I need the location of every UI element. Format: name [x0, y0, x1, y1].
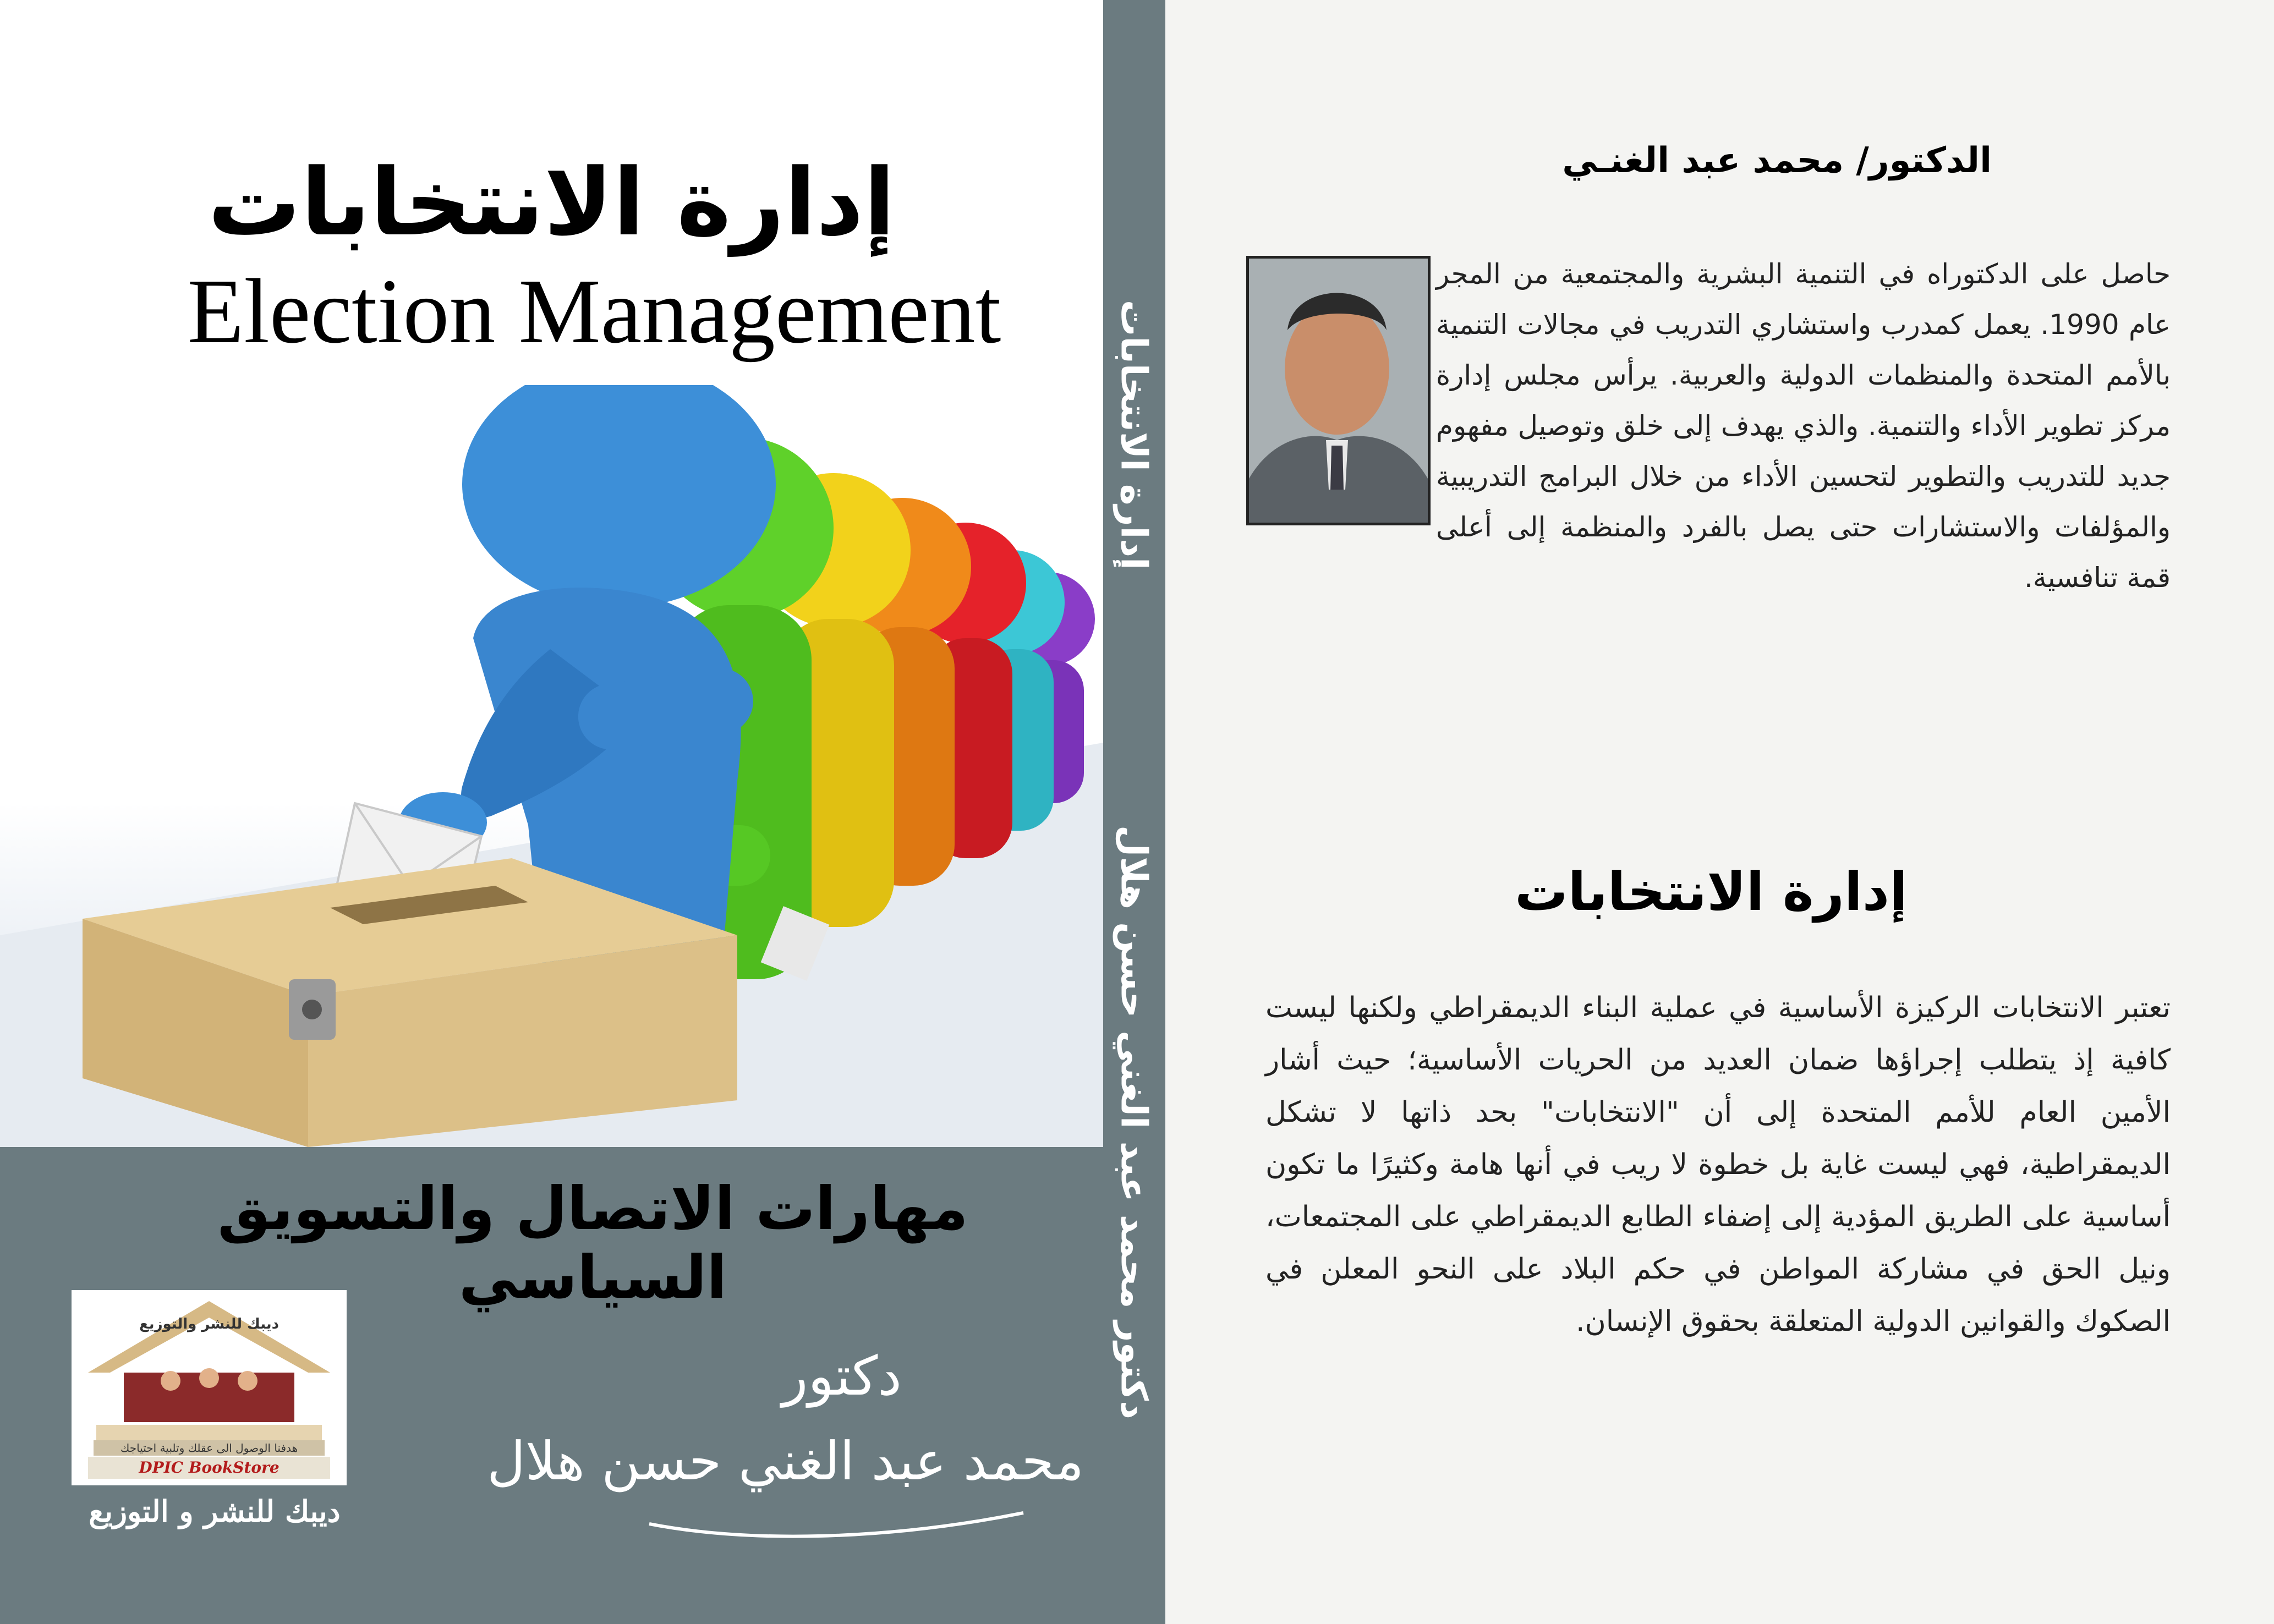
front-title-arabic: إدارة الانتخابات	[207, 149, 896, 256]
spine-author: دكتور محمد عبد الغني حسن هلال	[1113, 825, 1155, 1420]
front-cover-artwork-area	[0, 0, 1103, 1147]
author-biography: حاصل على الدكتوراه في التنمية البشرية والمجتمعية من المجر عام 1990. يعمل كمدرب واستشاري التدريب في مجالات التنمية بالأمم المتحدة والمنظمات الدولية والعربية. يرأس مجلس إدارة مركز تطوير الأداء والتنمية. والذي يهدف إلى خلق وتوصيل مفهوم جديد للتدريب والتطوير لتحسين الأداء من خلال البرامج التدريبية والمؤلفات والاستشارات حتى يصل بالفرد والمنظمة إلى أعلى قمة تنافسية.	[1436, 258, 2171, 594]
publisher-logo-header-text: ديبك للنشر والتوزيع	[139, 1316, 279, 1332]
author-title-front: دكتور	[782, 1345, 902, 1408]
author-name-front: محمد عبد الغني حسن هلال	[487, 1430, 1084, 1492]
publisher-logo-slogan: هدفنا الوصول الى عقلك وتلبية احتياجك	[120, 1441, 298, 1455]
back-author-heading: الدكتور/ محمد عبد الغنـي	[1562, 140, 1992, 181]
publisher-logo-brand: DPIC BookStore	[139, 1458, 280, 1477]
publisher-logo	[72, 1290, 347, 1485]
publisher-name: ديبك للنشر و التوزيع	[89, 1494, 341, 1529]
author-signature-flourish	[638, 1502, 1034, 1546]
back-cover	[1165, 0, 2274, 1624]
author-photo	[1246, 256, 1431, 525]
front-title-english: Election Management	[187, 260, 1001, 363]
book-description: تعتبر الانتخابات الركيزة الأساسية في عملية البناء الديمقراطي ولكنها ليست كافية إذ يتطلب إجراؤها ضمان العديد من الحريات الأساسية؛ حيث أشار الأمين العام للأمم المتحدة إلى أن "الانتخابات" بحد ذاتها لا تشكل الديمقراطية، فهي ليست غاية بل خطوة لا ريب في أنها هامة وكثيرًا ما تكون أساسية على الطريق المؤدية إلى إضفاء الطابع الديمقراطي على المجتمعات، ونيل الحق في مشاركة المواطن في حكم البلاد على النحو المعلن في الصكوك والقوانين الدولية المتعلقة بحقوق الإنسان.	[1265, 991, 2171, 1338]
voters-ballot-box-illustration	[0, 385, 1103, 1147]
book-subtitle: مهارات الاتصال والتسويق السياسي	[217, 1175, 968, 1312]
back-book-heading: إدارة الانتخابات	[1515, 861, 1908, 923]
spine-title: إدارة الانتخابات	[1113, 300, 1155, 570]
